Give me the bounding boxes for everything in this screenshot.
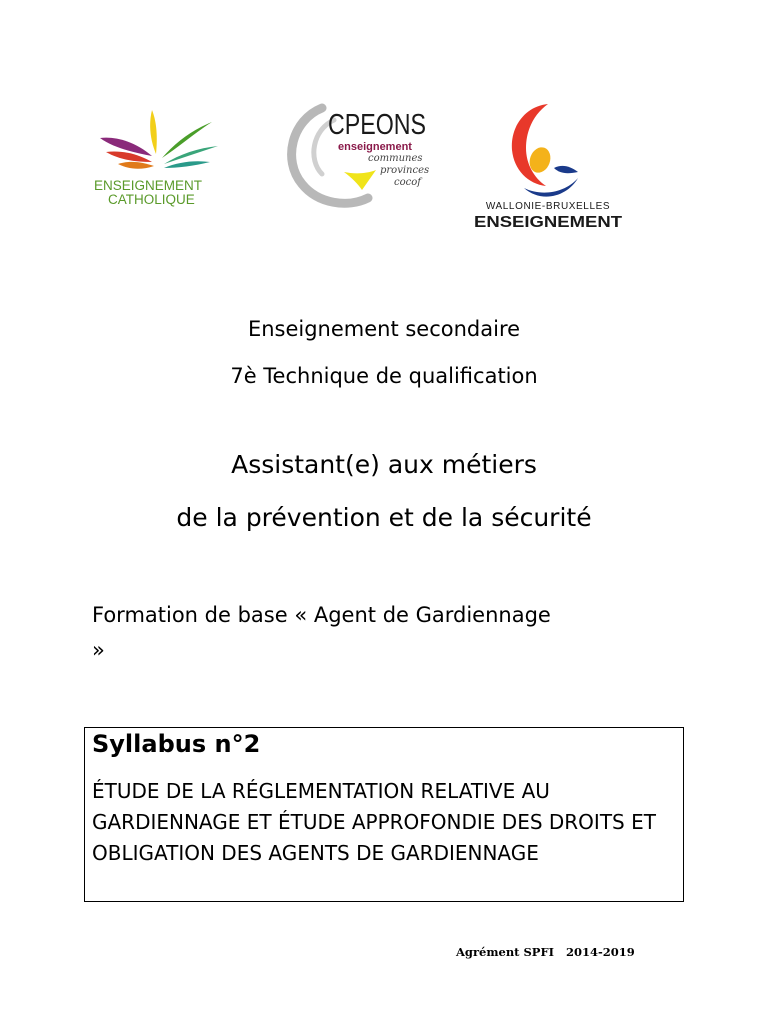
cpeons-line2: provinces — [380, 165, 430, 176]
qualification-level: 7è Technique de qualification — [230, 364, 538, 388]
agrement-footer: Agrément SPFI 2014-2019 — [456, 945, 635, 959]
program-title-line2: de la prévention et de la sécurité — [176, 503, 592, 532]
catholique-line1: ENSEIGNEMENT — [94, 178, 203, 193]
wbe-line2: ENSEIGNEMENT — [474, 214, 623, 231]
wbe-line1: WALLONIE-BRUXELLES — [485, 201, 611, 212]
cpeons-name: CPEONS — [328, 109, 426, 141]
wbe-emblem-icon — [512, 104, 578, 197]
syllabus-subject: ÉTUDE DE LA RÉGLEMENTATION RELATIVE AU GARDIENNAGE ET ÉTUDE APPROFONDIE DES DROITS ET OBLIGATION DES AGENTS DE GARDIENNAGE — [92, 779, 656, 865]
catholique-petals-icon — [100, 110, 218, 169]
catholique-line2: CATHOLIQUE — [108, 192, 195, 207]
cpeons-logo — [282, 100, 428, 210]
wbe-logo — [468, 100, 628, 232]
cpeons-tagline: enseignement — [338, 141, 412, 153]
enseignement-catholique-logo — [92, 106, 242, 210]
education-level: Enseignement secondaire — [247, 317, 521, 341]
cpeons-line1: communes — [368, 153, 423, 164]
syllabus-title: Syllabus n°2 — [92, 730, 261, 758]
cpeons-line3: cocof — [394, 177, 421, 188]
syllabus-box — [84, 727, 684, 902]
formation-title: Formation de base « Agent de Gardiennage » — [92, 603, 551, 662]
program-title-line1: Assistant(e) aux métiers — [231, 450, 537, 479]
